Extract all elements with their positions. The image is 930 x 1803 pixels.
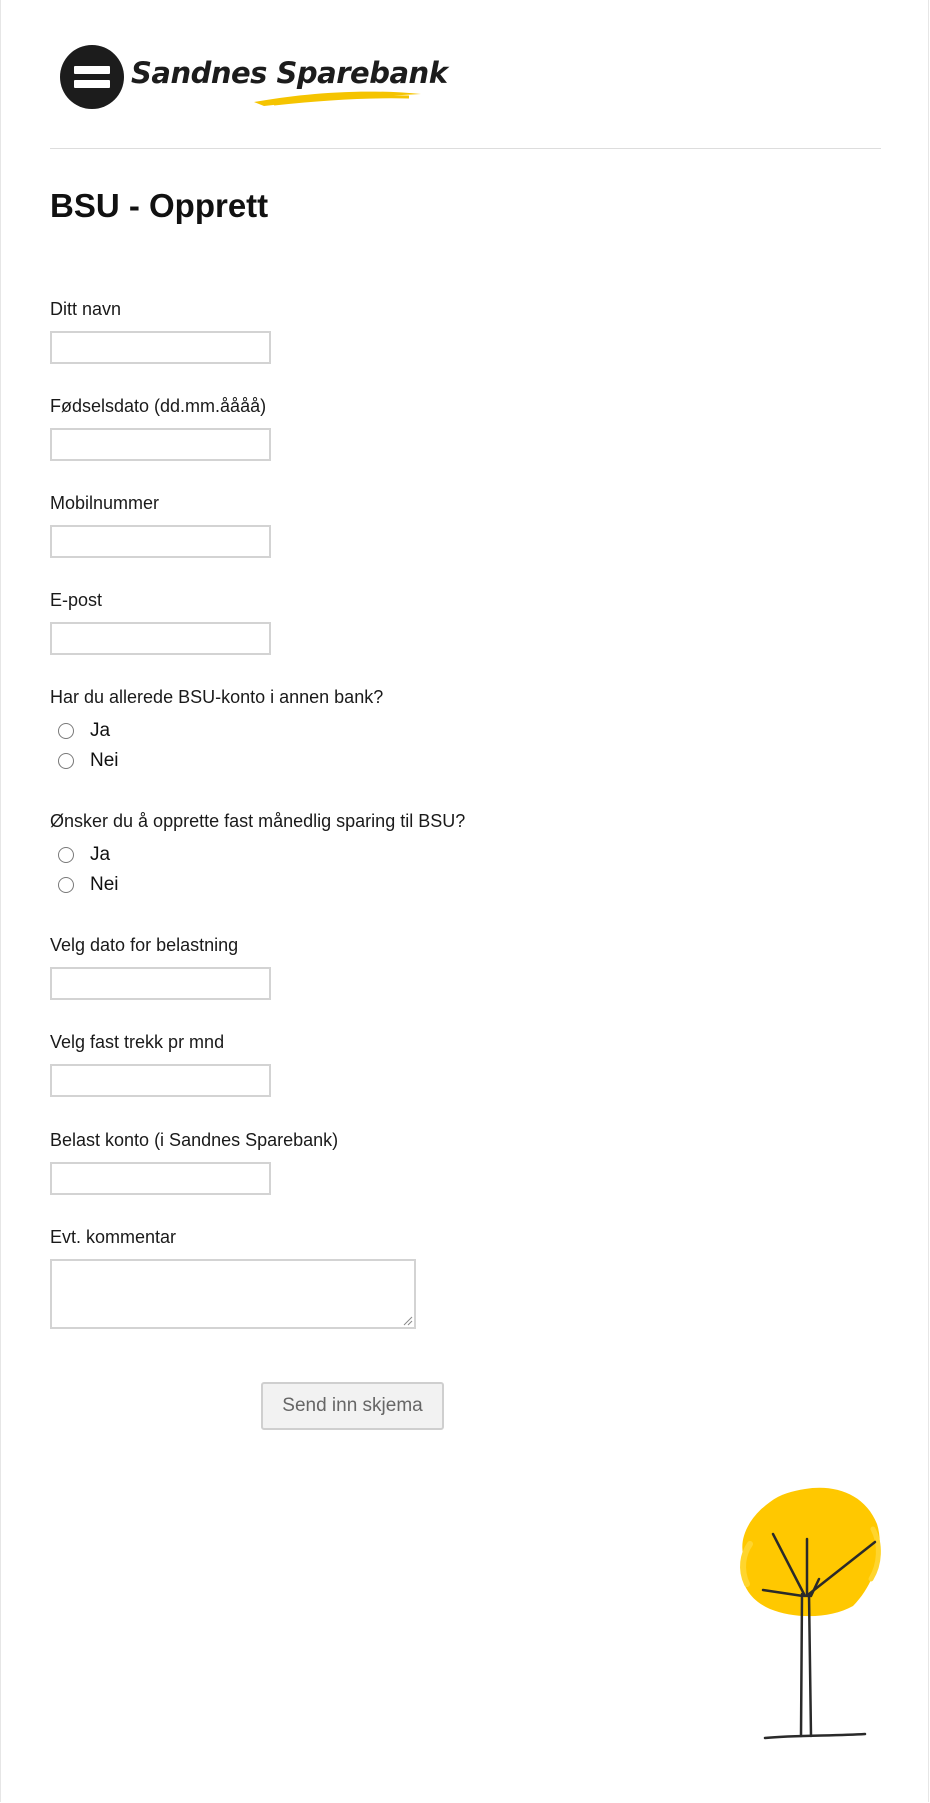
debit-date-label: Velg dato for belastning [50, 935, 239, 955]
debit-date-input[interactable] [50, 967, 271, 1000]
birthdate-label: Fødselsdato (dd.mm.åååå) [50, 396, 267, 416]
birthdate-input[interactable] [50, 428, 271, 461]
brand-name: Sandnes Sparebank [131, 56, 448, 90]
monthly-saving-option-nei[interactable] [58, 873, 119, 897]
mobile-input[interactable] [50, 525, 271, 558]
radio-button[interactable] [58, 723, 74, 739]
radio-label[interactable]: Ja [90, 720, 111, 741]
radio-button[interactable] [58, 753, 74, 769]
mobile-label: Mobilnummer [50, 493, 160, 513]
monthly-amount-input[interactable] [50, 1064, 271, 1097]
existing-bsu-question: Har du allerede BSU-konto i annen bank? [50, 687, 384, 707]
page-title: BSU - Opprett [50, 187, 269, 224]
email-input[interactable] [50, 622, 271, 655]
existing-bsu-option-ja[interactable] [58, 719, 110, 743]
comment-textarea[interactable] [50, 1259, 416, 1329]
name-label: Ditt navn [50, 299, 122, 319]
debit-account-label: Belast konto (i Sandnes Sparebank) [50, 1130, 339, 1150]
email-label: E-post [50, 590, 103, 610]
header-divider [50, 148, 881, 149]
resize-grip-icon[interactable] [403, 1316, 413, 1326]
radio-label[interactable]: Nei [90, 750, 119, 771]
sandnes-sparebank-logo[interactable] [59, 44, 448, 114]
radio-label[interactable]: Nei [90, 874, 119, 895]
monthly-saving-option-ja[interactable] [58, 843, 110, 867]
comment-label: Evt. kommentar [50, 1227, 177, 1247]
tree-illustration-icon [735, 1484, 885, 1746]
monthly-saving-question: Ønsker du å opprette fast månedlig sparing til BSU? [50, 811, 466, 831]
debit-account-input[interactable] [50, 1162, 271, 1195]
existing-bsu-option-nei[interactable] [58, 749, 119, 773]
submit-button[interactable]: Send inn skjema [261, 1382, 444, 1430]
monthly-amount-label: Velg fast trekk pr mnd [50, 1032, 225, 1052]
name-input[interactable] [50, 331, 271, 364]
radio-label[interactable]: Ja [90, 844, 111, 865]
radio-button[interactable] [58, 847, 74, 863]
radio-button[interactable] [58, 877, 74, 893]
